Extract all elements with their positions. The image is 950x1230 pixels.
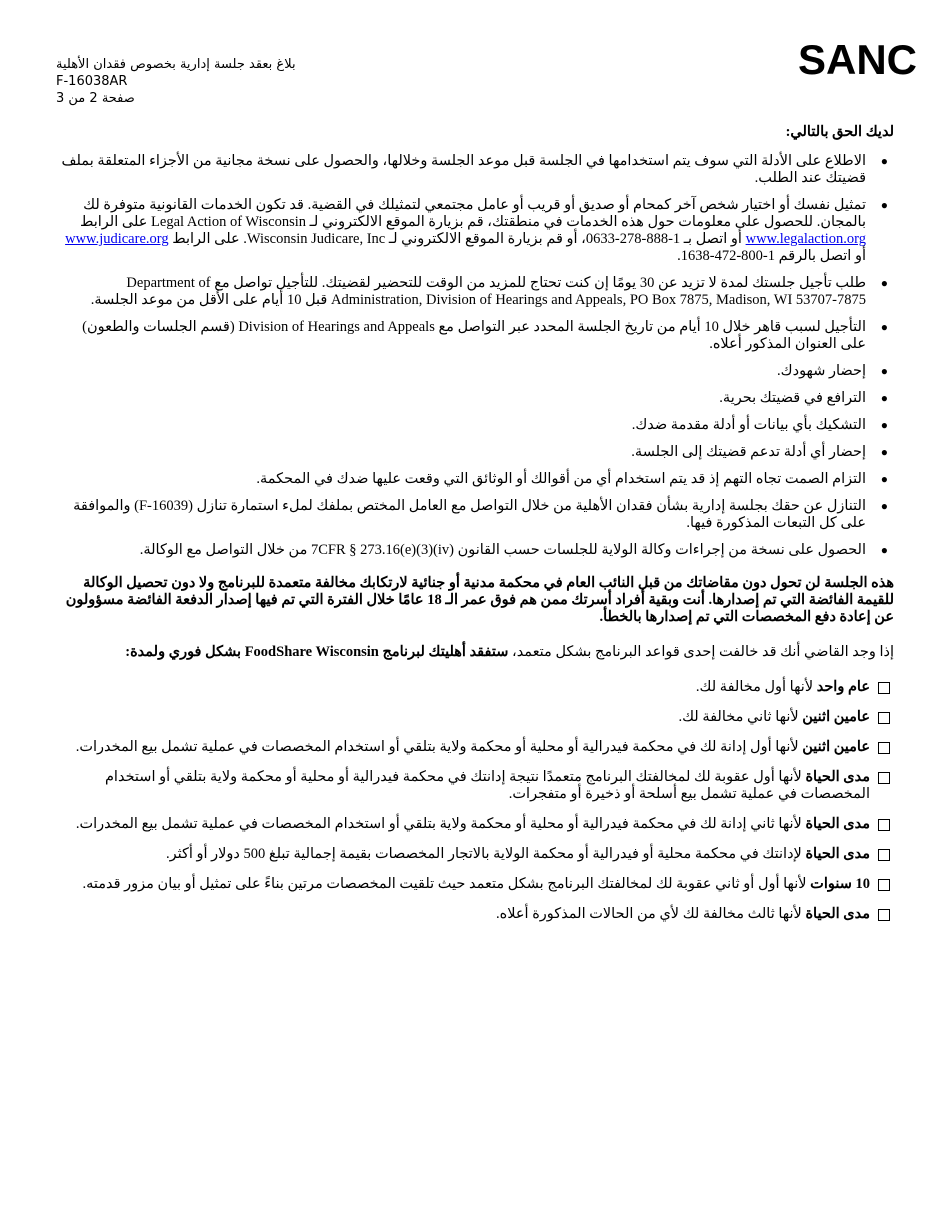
bullet-icon: ●: [880, 154, 888, 168]
bullet-icon: ●: [880, 499, 888, 513]
bullet-icon: ●: [880, 276, 888, 290]
checkbox[interactable]: [878, 819, 890, 831]
penalty-item: مدى الحياة لأنها ثاني إدانة لك في محكمة فيدرالية أو محلية أو محكمة ولاية بتلقي أو استخدام المخصصات في عملية تشمل بيع المخدرات.: [56, 816, 894, 833]
bullet-icon: ●: [880, 198, 888, 212]
bullet-icon: ●: [880, 543, 888, 557]
penalty-item: عامين اثنين لأنها ثاني مخالفة لك.: [56, 709, 894, 726]
list-item: ● التزام الصمت تجاه التهم إذ قد يتم استخدام أي من أقوالك أو الوثائق التي وقعت عليها ضدك في المحكمة.: [256, 471, 888, 487]
penalty-item: مدى الحياة لأنها أول عقوبة لك لمخالفتك البرنامج متعمدًا نتيجة إدانتك في محكمة فيدرالية أو محلية أو محكمة ولاية بتلقي أو استخدام المخصصات في عملية تشمل بيع أسلحة أو ذخيرة أو متفجرات.: [56, 769, 894, 803]
rights-list: [56, 153, 894, 559]
list-item: ● طلب تأجيل جلستك لمدة لا تزيد عن 30 يومًا إن كنت تحتاج للمزيد من الوقت للتحضير لقضيتك. للتأجيل تواصل مع Department of Administration, Division of Hearings and Appeals, PO Box 7875, Madison, WI 53707-7875 قبل 10 أيام على الأقل من موعد الجلسة.: [90, 275, 888, 308]
list-item: ● الحصول على نسخة من إجراءات وكالة الولاية للجلسات حسب القانون 7CFR § 273.16(e)(3)(iv) من خلال التواصل مع الوكالة.: [139, 542, 888, 558]
checkbox[interactable]: [878, 682, 890, 694]
document-title: بلاغ بعقد جلسة إدارية بخصوص فقدان الأهلية: [56, 57, 296, 72]
penalty-intro: إذا وجد القاضي أنك قد خالفت إحدى قواعد البرنامج بشكل متعمد، ستفقد أهليتك لبرنامج FoodShare Wisconsin بشكل فوري ولمدة:: [125, 644, 894, 660]
list-item: ● إحضار أي أدلة تدعم قضيتك إلى الجلسة.: [631, 444, 888, 460]
penalty-item: عامين اثنين لأنها أول إدانة لك في محكمة فيدرالية أو محلية أو محكمة ولاية بتلقي أو استخدام المخصصات في عملية تشمل بيع المخدرات.: [56, 739, 894, 756]
list-item: ● التأجيل لسبب قاهر خلال 10 أيام من تاريخ الجلسة المحدد عبر التواصل مع Division of Hearings and Appeals (قسم الجلسات والطعون) على العنوان المذكور أعلاه.: [82, 319, 888, 352]
checkbox[interactable]: [878, 849, 890, 861]
bullet-icon: ●: [880, 364, 888, 378]
list-item: ● الترافع في قضيتك بحرية.: [719, 390, 888, 406]
penalty-item: 10 سنوات لأنها أول أو ثاني عقوبة لك لمخالفتك البرنامج بشكل متعمد حيث تلقيت المخصصات مرتين بناءً على تمثيل أو بيان مزور قدمته.: [56, 876, 894, 893]
warning-paragraph: هذه الجلسة لن تحول دون مقاضاتك من قبل النائب العام في محكمة مدنية أو جنائية لارتكابك مخالفة متعمدة للبرنامج ولا دون تحصيل الوكالة للقيمة الفائضة التي تم إصدارها. أنت وبقية أفراد أسرتك ممن هم فوق عمر الـ 18 عامًا خلال الفترة التي تم فيها إصدار الدفعة الفائضة مسؤولون عن إعادة دفع المخصصات التي تم إصدارها بالخطأ.: [65, 575, 894, 625]
bullet-icon: ●: [880, 472, 888, 486]
document-body: [56, 124, 894, 936]
form-id: F-16038AR: [56, 74, 128, 89]
list-item: ● التنازل عن حقك بجلسة إدارية بشأن فقدان الأهلية من خلال التواصل مع العامل المختص بملفك لملء استمارة تنازل (F-16039) والموافقة على كل التبعات المذكورة فيها.: [73, 498, 888, 531]
checkbox[interactable]: [878, 772, 890, 784]
penalty-item: مدى الحياة لإدانتك في محكمة محلية أو فيدرالية أو محكمة الولاية بالاتجار المخصصات بقيمة إجمالية تبلغ 500 دولار أو أكثر.: [56, 846, 894, 863]
page-number: صفحة 2 من 3: [56, 91, 135, 106]
list-item: ● التشكيك بأي بيانات أو أدلة مقدمة ضدك.: [631, 417, 888, 433]
logo: SANC: [797, 36, 917, 83]
list-item: ● الاطلاع على الأدلة التي سوف يتم استخدامها في الجلسة قبل موعد الجلسة وخلالها، والحصول على نسخة مجانية من الأجزاء المتعلقة بملف قضيتك عند الطلب.: [61, 153, 888, 186]
header-block: [56, 56, 376, 107]
bullet-icon: ●: [880, 320, 888, 334]
judicare-link[interactable]: www.judicare.org: [65, 231, 169, 247]
checkbox[interactable]: [878, 742, 890, 754]
checkbox[interactable]: [878, 879, 890, 891]
list-item: ● تمثيل نفسك أو اختيار شخص آخر كمحام أو صديق أو قريب أو عامل مجتمعي لتمثيلك في القضية. قد تكون الخدمات القانونية متوفرة لك بالمجان. للحصول على معلومات حول هذه الخدمات في منطقتك، قم بزيارة الموقع الالكتروني لـ Legal Action of Wisconsin على الرابط www.legalaction.org أو اتصل بـ 1-888-278-0633، أو قم بزيارة الموقع الالكتروني لـ Wisconsin Judicare, Inc. على الرابط www.judicare.org أو اتصل بالرقم 1-800-472-1638.: [65, 197, 888, 264]
dha-address: Department of Administration, Division of Hearings and Appeals, PO Box 7875, Madison, WI 53707-7875: [126, 275, 866, 308]
list-item: ● إحضار شهودك.: [777, 363, 888, 379]
penalty-list: [56, 679, 894, 923]
penalty-item: عام واحد لأنها أول مخالفة لك.: [56, 679, 894, 696]
bullet-icon: ●: [880, 391, 888, 405]
rights-heading: لديك الحق بالتالي:: [785, 124, 894, 140]
penalty-item: مدى الحياة لأنها ثالث مخالفة لك لأي من الحالات المذكورة أعلاه.: [56, 906, 894, 923]
legalaction-link[interactable]: www.legalaction.org: [745, 231, 866, 247]
checkbox[interactable]: [878, 712, 890, 724]
bullet-icon: ●: [880, 445, 888, 459]
checkbox[interactable]: [878, 909, 890, 921]
bullet-icon: ●: [880, 418, 888, 432]
